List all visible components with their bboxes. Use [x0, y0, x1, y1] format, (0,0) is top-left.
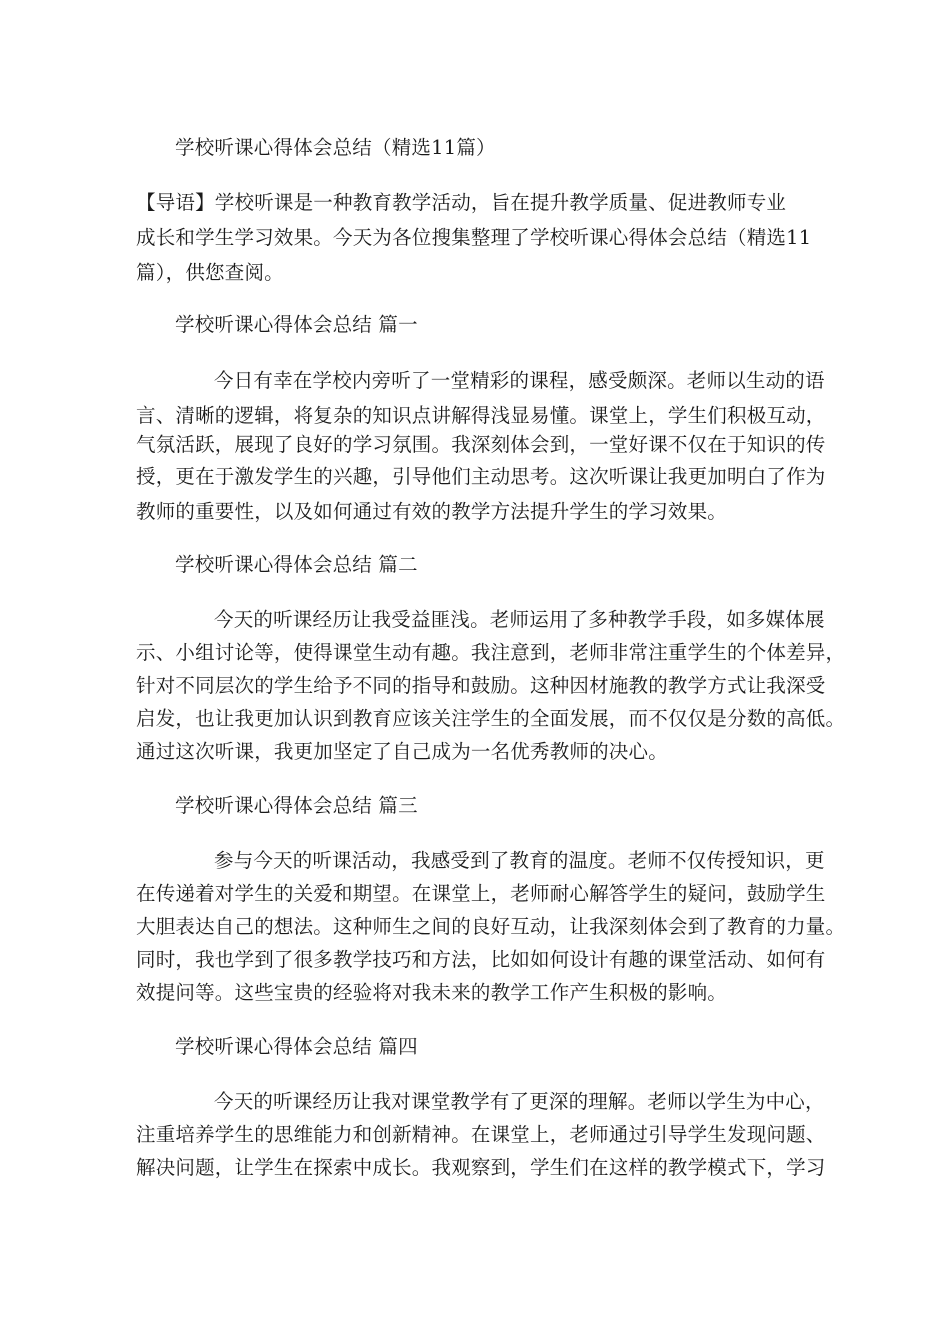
paragraph-line: 启发，也让我更加认识到教育应该关注学生的全面发展，而不仅仅是分数的高低。	[136, 707, 846, 730]
paragraph-line: 今天的听课经历让我受益匪浅。老师运用了多种教学手段，如多媒体展	[214, 608, 825, 631]
paragraph-line: 授，更在于激发学生的兴趣，引导他们主动思考。这次听课让我更加明白了作为	[136, 465, 826, 488]
paragraph-line: 效提问等。这些宝贵的经验将对我未来的教学工作产生积极的影响。	[136, 981, 728, 1004]
paragraph-line: 今日有幸在学校内旁听了一堂精彩的课程，感受颇深。老师以生动的语	[214, 369, 825, 392]
paragraph-line: 言、清晰的逻辑，将复杂的知识点讲解得浅显易懂。课堂上，学生们积极互动，	[136, 404, 826, 427]
section-heading: 学校听课心得体会总结 篇四	[175, 1035, 418, 1058]
paragraph-line: 示、小组讨论等，使得课堂生动有趣。我注意到，老师非常注重学生的个体差异，	[136, 641, 846, 664]
paragraph-line: 通过这次听课，我更加坚定了自己成为一名优秀教师的决心。	[136, 740, 668, 763]
document-title: 学校听课心得体会总结（精选11篇）	[175, 136, 496, 159]
intro-line: 篇），供您查阅。	[136, 261, 284, 284]
intro-line: 成长和学生学习效果。今天为各位搜集整理了学校听课心得体会总结（精选11	[136, 226, 812, 249]
paragraph-line: 气氛活跃，展现了良好的学习氛围。我深刻体会到，一堂好课不仅在于知识的传	[136, 433, 826, 456]
paragraph-line: 大胆表达自己的想法。这种师生之间的良好互动，让我深刻体会到了教育的力量。	[136, 915, 846, 938]
paragraph-line: 今天的听课经历让我对课堂教学有了更深的理解。老师以学生为中心，	[214, 1090, 825, 1113]
paragraph-line: 注重培养学生的思维能力和创新精神。在课堂上，老师通过引导学生发现问题、	[136, 1123, 826, 1146]
section-heading: 学校听课心得体会总结 篇一	[175, 313, 418, 336]
paragraph-line: 同时，我也学到了很多教学技巧和方法，比如如何设计有趣的课堂活动、如何有	[136, 948, 826, 971]
section-heading: 学校听课心得体会总结 篇三	[175, 794, 418, 817]
section-heading: 学校听课心得体会总结 篇二	[175, 553, 418, 576]
paragraph-line: 参与今天的听课活动，我感受到了教育的温度。老师不仅传授知识，更	[214, 849, 825, 872]
paragraph-line: 解决问题，让学生在探索中成长。我观察到，学生们在这样的教学模式下，学习	[136, 1156, 826, 1179]
intro-line: 【导语】学校听课是一种教育教学活动，旨在提升教学质量、促进教师专业	[136, 191, 787, 214]
paragraph-line: 针对不同层次的学生给予不同的指导和鼓励。这种因材施教的教学方式让我深受	[136, 674, 826, 697]
paragraph-line: 在传递着对学生的关爱和期望。在课堂上，老师耐心解答学生的疑问，鼓励学生	[136, 882, 826, 905]
paragraph-line: 教师的重要性，以及如何通过有效的教学方法提升学生的学习效果。	[136, 500, 728, 523]
